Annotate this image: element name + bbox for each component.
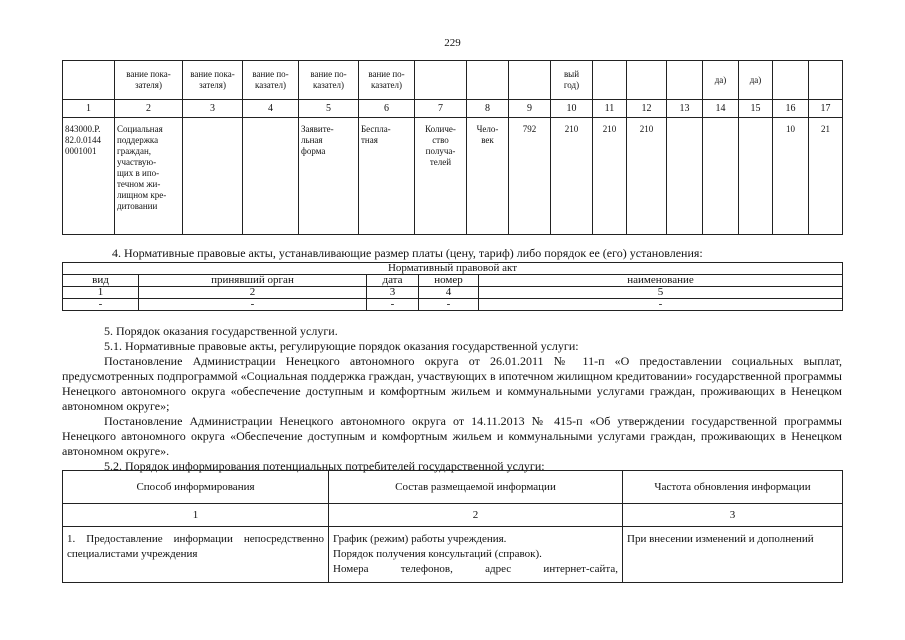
header-cell bbox=[809, 61, 843, 100]
column-number: 11 bbox=[593, 100, 627, 118]
header-cell: вание по- казател) bbox=[299, 61, 359, 100]
column-number: 9 bbox=[509, 100, 551, 118]
table1-header-row bbox=[63, 61, 843, 100]
legal-act-paragraph-2: Постановление Администрации Ненецкого автономного округа от 14.11.2013 № 415-п «Об утверждении государственной программы Ненецкого автономного округа «Обеспечение доступным и комфортным жильем и коммунальными услугами граждан, проживающих в Ненецком автономном округе». bbox=[62, 414, 842, 458]
table-cell: - bbox=[419, 299, 479, 311]
value-year-3: 210 bbox=[627, 118, 667, 235]
cell bbox=[739, 118, 773, 235]
column-number: 4 bbox=[419, 287, 479, 299]
indicator-table bbox=[62, 60, 843, 235]
column-number: 6 bbox=[359, 100, 415, 118]
table1-data-row bbox=[63, 118, 843, 235]
service-form: Заявите- льная форма bbox=[299, 118, 359, 235]
service-name: Социальная поддержка граждан, участвую- щих в ипо- течном жи- лищном кре- дитовании bbox=[115, 118, 183, 235]
header-cell: вание пока- зателя) bbox=[183, 61, 243, 100]
header-cell bbox=[773, 61, 809, 100]
column-number: 5 bbox=[299, 100, 359, 118]
informing-table bbox=[62, 470, 843, 583]
column-header: номер bbox=[419, 275, 479, 287]
table-cell: - bbox=[63, 299, 139, 311]
indicator-name: Количе- ство получа- телей bbox=[415, 118, 467, 235]
column-number: 1 bbox=[63, 100, 115, 118]
column-number: 13 bbox=[667, 100, 703, 118]
header-cell: вание пока- зателя) bbox=[115, 61, 183, 100]
table-cell: - bbox=[139, 299, 367, 311]
registry-code: 843000.Р. 82.0.0144 0001001 bbox=[63, 118, 115, 235]
header-cell bbox=[415, 61, 467, 100]
column-number: 15 bbox=[739, 100, 773, 118]
legal-act-paragraph-1: Постановление Администрации Ненецкого автономного округа от 26.01.2011 № 11-п «О предоставлении социальных выплат, предусмотренных подпрограммой «Социальная поддержка граждан, участвующих в ипотечном жилищном кредитовании» государственной программы Ненецкого автономного округа «обеспечение доступным и комфортным жильем и коммунальными услугами граждан, проживающих в Ненецком автономном округе»; bbox=[62, 354, 842, 413]
content-line: Номера телефонов, адрес интернет-сайта, bbox=[333, 563, 618, 575]
column-number: 3 bbox=[367, 287, 419, 299]
column-number: 8 bbox=[467, 100, 509, 118]
header-cell bbox=[667, 61, 703, 100]
cell bbox=[667, 118, 703, 235]
column-header: дата bbox=[367, 275, 419, 287]
content-line: Порядок получения консультаций (справок). bbox=[333, 548, 542, 560]
header-cell bbox=[627, 61, 667, 100]
column-number: 5 bbox=[479, 287, 843, 299]
header-cell: вание по- казател) bbox=[243, 61, 299, 100]
column-header: Состав размещаемой информации bbox=[329, 471, 623, 504]
header-cell: да) bbox=[703, 61, 739, 100]
column-number: 2 bbox=[329, 504, 623, 527]
header-cell: да) bbox=[739, 61, 773, 100]
column-number: 10 bbox=[551, 100, 593, 118]
column-number: 2 bbox=[115, 100, 183, 118]
column-header: Частота обновления информации bbox=[623, 471, 843, 504]
section5-heading: 5. Порядок оказания государственной услуги. bbox=[104, 324, 338, 338]
table-cell: - bbox=[479, 299, 843, 311]
column-number: 1 bbox=[63, 504, 329, 527]
okei-code: 792 bbox=[509, 118, 551, 235]
cell bbox=[703, 118, 739, 235]
column-number: 17 bbox=[809, 100, 843, 118]
update-frequency: При внесении изменений и дополнений bbox=[623, 527, 843, 583]
cell bbox=[183, 118, 243, 235]
section51-heading: 5.1. Нормативные правовые акты, регулирующие порядок оказания государственной услуги: bbox=[104, 339, 579, 353]
column-number: 12 bbox=[627, 100, 667, 118]
legal-acts-table bbox=[62, 262, 843, 311]
informing-method: 1. Предоставление информации непосредственно специалистами учреждения bbox=[63, 527, 329, 583]
value-year-1: 210 bbox=[551, 118, 593, 235]
column-number: 3 bbox=[623, 504, 843, 527]
column-header: принявший орган bbox=[139, 275, 367, 287]
unit-name: Чело- век bbox=[467, 118, 509, 235]
header-cell bbox=[593, 61, 627, 100]
column-number: 7 bbox=[415, 100, 467, 118]
column-number: 3 bbox=[183, 100, 243, 118]
column-number: 2 bbox=[139, 287, 367, 299]
column-number: 16 bbox=[773, 100, 809, 118]
column-number: 4 bbox=[243, 100, 299, 118]
content-line: График (режим) работы учреждения. bbox=[333, 533, 507, 545]
cell bbox=[243, 118, 299, 235]
table-cell: - bbox=[367, 299, 419, 311]
header-cell bbox=[509, 61, 551, 100]
section4-heading: 4. Нормативные правовые акты, устанавливающие размер платы (цену, тариф) либо порядок ее (его) установления: bbox=[112, 246, 703, 260]
table1-number-row bbox=[63, 100, 843, 118]
header-cell bbox=[63, 61, 115, 100]
header-cell: вый год) bbox=[551, 61, 593, 100]
column-header: Способ информирования bbox=[63, 471, 329, 504]
column-header: вид bbox=[63, 275, 139, 287]
column-header: наименование bbox=[479, 275, 843, 287]
header-cell bbox=[467, 61, 509, 100]
column-number: 14 bbox=[703, 100, 739, 118]
page-number: 229 bbox=[444, 37, 461, 49]
value-year-2: 210 bbox=[593, 118, 627, 235]
legal-acts-title: Нормативный правовой акт bbox=[63, 263, 843, 275]
deviation-percent: 10 bbox=[773, 118, 809, 235]
section52-heading: 5.2. Порядок информирования потенциальных потребителей государственной услуги: bbox=[104, 459, 545, 473]
service-cost: Беспла- тная bbox=[359, 118, 415, 235]
header-cell: вание по- казател) bbox=[359, 61, 415, 100]
deviation-absolute: 21 bbox=[809, 118, 843, 235]
informing-content bbox=[329, 527, 623, 583]
column-number: 1 bbox=[63, 287, 139, 299]
